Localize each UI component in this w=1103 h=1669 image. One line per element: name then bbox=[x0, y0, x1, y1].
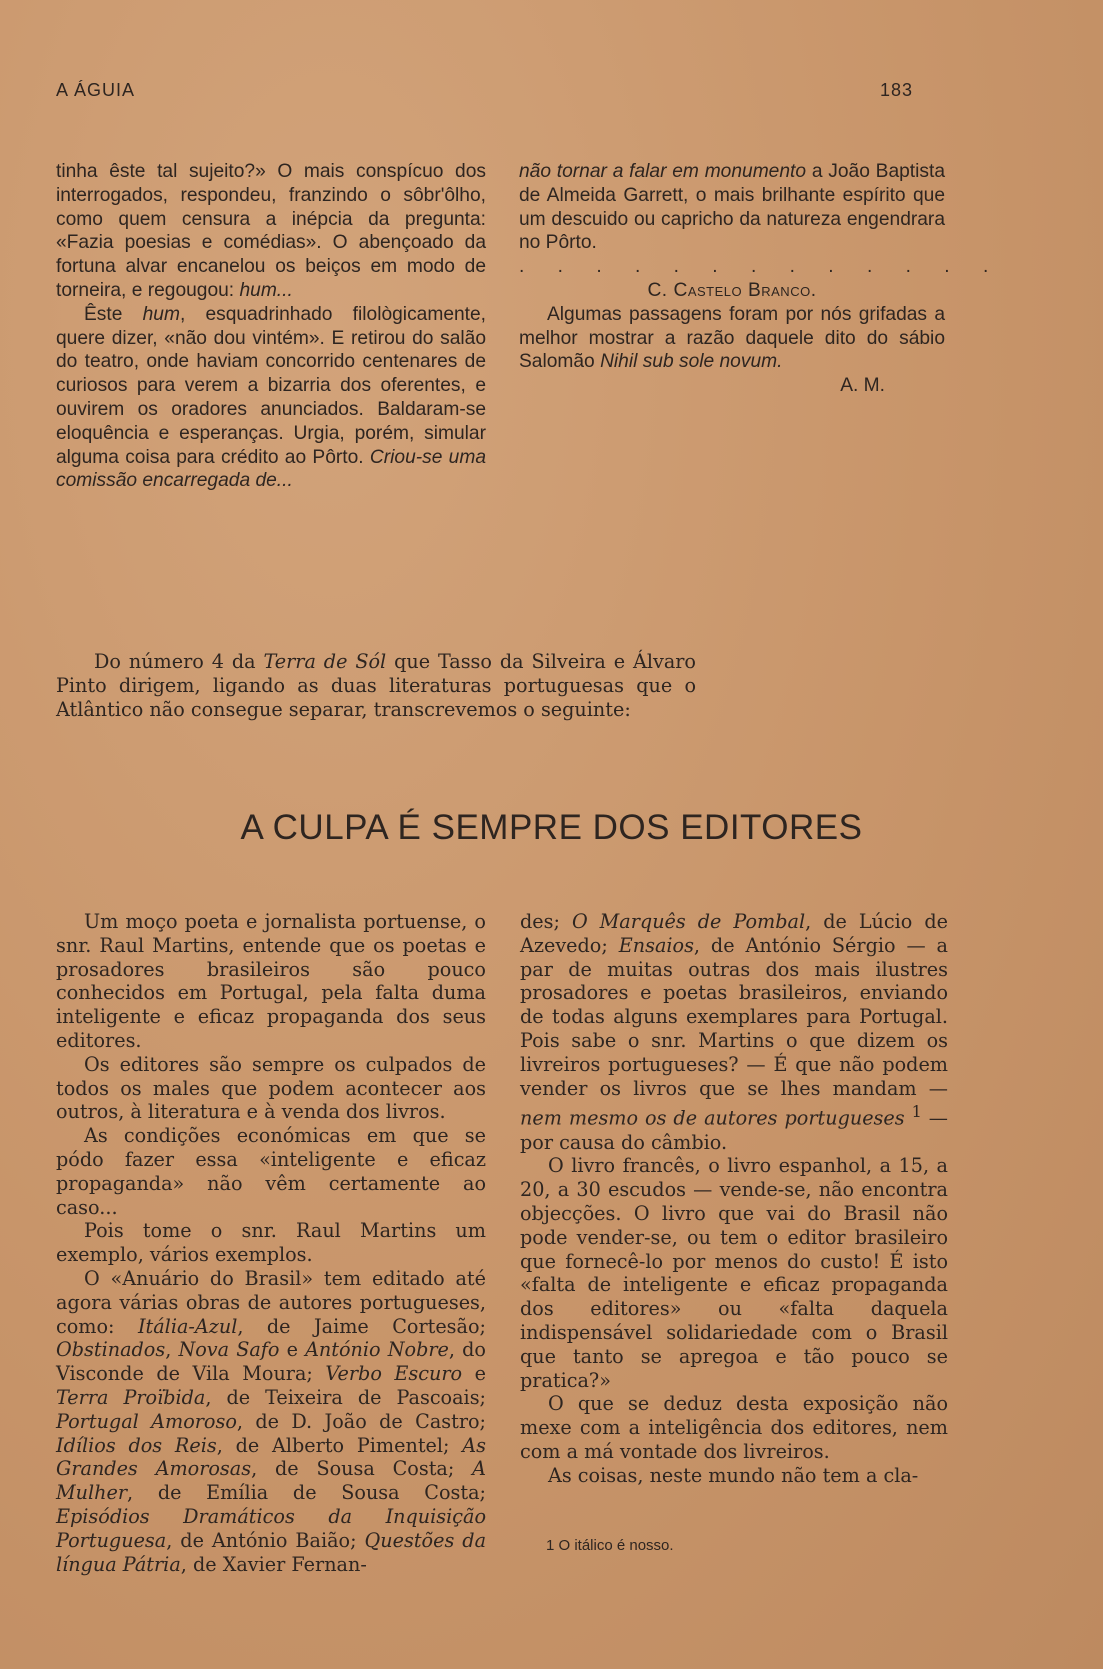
page-number: 183 bbox=[879, 80, 913, 100]
article-title: A CULPA É SEMPRE DOS EDITORES bbox=[240, 808, 863, 847]
paragraph: tinha êste tal sujeito?» O mais conspícuo dos interrogados, respondeu, franzindo o sôbr'ôlho, como quem censura a inépcia da pregunta: «Fazia poesias e comédias». O abençoado da fortuna alvar encanelou os beiços em modo de torneira, e regougou: hum... bbox=[56, 161, 486, 301]
bottom-right-column bbox=[520, 910, 948, 1488]
running-head bbox=[56, 80, 913, 101]
paragraph: O que se deduz desta exposição não mexe com a inteligência dos editores, nem com a má vontade dos livreiros. bbox=[520, 1392, 948, 1463]
paragraph: des; O Marquês de Pombal, de Lúcio de Azevedo; Ensaios, de António Sérgio — a par de muitas outras dos mais ilustres prosadores e poetas brasileiros, enviando de todas alguns exemplares para Portugal. Pois sabe o snr. Martins o que dizem os livreiros portugueses? — É que não podem vender os livros que se lhes mandam — nem mesmo os de autores portugueses $^1$ — por causa do câmbio. bbox=[520, 910, 948, 1154]
signature-castelo-branco: C. Castelo Branco. bbox=[647, 279, 817, 301]
paragraph: Êste hum, esquadrinhado filològicamente, quere dizer, «não dou vintém». E retirou do salão do teatro, onde haviam concorrido centenares de curiosos para verem a bizarria dos oferentes, e ouvirem os oradores anunciados. Baldaram-se eloquência e esperanças. Urgia, porém, simular alguma coisa para crédito ao Pôrto. Criou-se uma comissão encarregada de... bbox=[56, 303, 486, 492]
paragraph: As coisas, neste mundo não tem a cla- bbox=[548, 1463, 919, 1487]
signature-am: A. M. bbox=[840, 375, 885, 397]
top-left-column bbox=[56, 160, 486, 493]
paragraph: O livro francês, o livro espanhol, a 15, a 20, a 30 escudos — vende-se, não encontra objecções. O livro que vai do Brasil não pode vender-se, ou tem o editor brasileiro que fornecê-lo por menos do custo! É isto «falta de inteligente e eficaz propaganda dos editores» ou «falta daquela indispensável solidariedade com o Brasil que tanto se apregoa e tão pouco se pratica?» bbox=[520, 1154, 948, 1392]
journal-title: A ÁGUIA bbox=[56, 80, 136, 100]
intro-paragraph: Do número 4 da Terra de Sól que Tasso da Silveira e Álvaro Pinto dirigem, ligando as duas literaturas portuguesas que o Atlântico não consegue separar, transcrevemos o seguinte: bbox=[56, 650, 696, 721]
top-right-column bbox=[519, 160, 1003, 398]
footnote-mark: 1 bbox=[911, 1102, 922, 1122]
paragraph: As condições económicas em que se pódo fazer essa «inteligente e eficaz propaganda» não vêm certamente ao caso... bbox=[56, 1124, 486, 1219]
bottom-left-column bbox=[56, 910, 486, 1576]
ellipsis-dots: . . . . . . . . . . . . . bbox=[519, 256, 1003, 278]
paragraph: O «Anuário do Brasil» tem editado até agora várias obras de autores portugueses, como: Itália-Azul, de Jaime Cortesão; Obstinados, Nova Safo e António Nobre, do Visconde de Vila Moura; Verbo Escuro e Terra Proïbida, de Teixeira de Pascoais; Portugal Amoroso, de D. João de Castro; Idílios dos Reis, de Alberto Pimentel; As Grandes Amorosas, de Sousa Costa; A Mulher, de Emília de Sousa Costa; Episódios Dramáticos da Inquisição Portuguesa, de António Baião; Questões da língua Pátria, de Xavier Fernan- bbox=[56, 1266, 487, 1576]
paragraph: Um moço poeta e jornalista portuense, o snr. Raul Martins, entende que os poetas e prosadores brasileiros são pouco conhecidos em Portugal, pela falta duma inteligente e eficaz propaganda dos seus editores. bbox=[56, 910, 486, 1052]
paragraph: não tornar a falar em monumento a João Baptista de Almeida Garrett, o mais brilhante espírito que um descuido ou capricho da natureza engendrara no Pôrto. bbox=[519, 161, 945, 254]
paragraph: Pois tome o snr. Raul Martins um exemplo, vários exemplos. bbox=[56, 1219, 486, 1267]
footnote: 1 O itálico é nosso. bbox=[546, 1537, 674, 1554]
paragraph: Os editores são sempre os culpados de todos os males que podem acontecer aos outros, à literatura e à venda dos livros. bbox=[56, 1052, 486, 1124]
editor-note: Algumas passagens foram por nós grifadas a melhor mostrar a razão daquele dito do sábio Salomão Nihil sub sole novum. bbox=[519, 303, 945, 373]
